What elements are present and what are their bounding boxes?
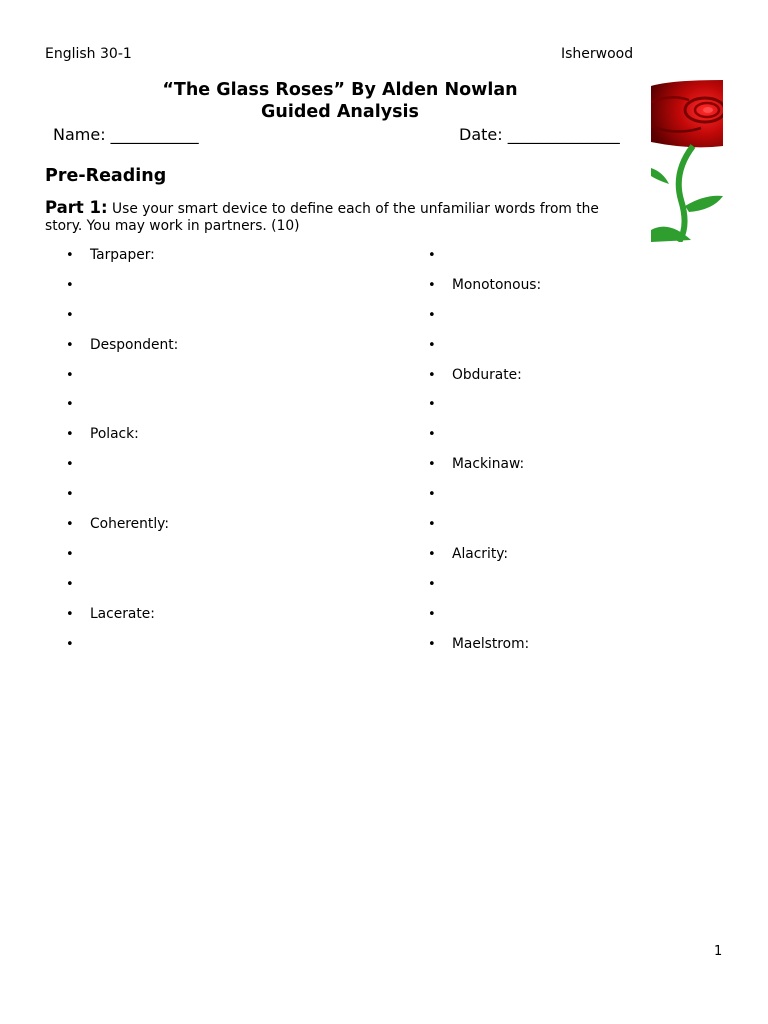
vocab-item <box>428 604 541 634</box>
vocab-word: Monotonous: <box>452 276 542 293</box>
vocab-item <box>66 634 178 664</box>
vocab-word: Coherently: <box>90 516 169 533</box>
rose-stem <box>651 146 723 242</box>
bullet-icon: • <box>66 487 74 503</box>
teacher-name: Isherwood <box>561 46 634 62</box>
vocab-word: Alacrity: <box>452 545 509 562</box>
bullet-icon: • <box>428 606 436 622</box>
vocab-item <box>66 514 178 544</box>
bullet-icon: • <box>66 636 74 652</box>
bullet-icon: • <box>428 367 436 383</box>
vocab-item <box>428 365 541 395</box>
bullet-icon: • <box>66 576 74 592</box>
bullet-icon: • <box>66 307 74 323</box>
vocab-list-left <box>66 245 178 663</box>
part-1-label: Part 1: <box>45 198 108 217</box>
bullet-icon: • <box>428 337 436 353</box>
bullet-icon: • <box>66 397 74 413</box>
vocab-word: Lacerate: <box>90 605 155 622</box>
vocab-item <box>66 574 178 604</box>
vocab-item <box>66 305 178 335</box>
bullet-icon: • <box>428 277 436 293</box>
document-title: “The Glass Roses” By Alden Nowlan <box>162 80 518 100</box>
vocab-item <box>428 634 541 664</box>
vocab-item <box>428 544 541 574</box>
vocab-item <box>66 604 178 634</box>
vocab-item <box>428 484 541 514</box>
vocab-item <box>66 454 178 484</box>
course-name: English 30-1 <box>45 46 132 62</box>
bullet-icon: • <box>428 546 436 562</box>
document-subtitle: Guided Analysis <box>261 102 419 122</box>
vocab-item <box>428 335 541 365</box>
vocab-item <box>428 305 541 335</box>
section-heading-pre-reading: Pre-Reading <box>45 166 167 186</box>
bullet-icon: • <box>428 487 436 503</box>
bullet-icon: • <box>66 457 74 473</box>
bullet-icon: • <box>428 576 436 592</box>
vocab-item <box>66 335 178 365</box>
name-field: Name: ___________ <box>53 125 199 144</box>
vocab-item <box>66 484 178 514</box>
bullet-icon: • <box>428 248 436 263</box>
vocab-item <box>66 394 178 424</box>
vocab-item <box>66 245 178 275</box>
vocab-word: Mackinaw: <box>452 456 525 473</box>
bullet-icon: • <box>428 427 436 443</box>
part-1-text: Use your smart device to define each of the unfamiliar words from the story. You may work in partners. (10) <box>45 201 599 234</box>
bullet-icon: • <box>66 546 74 562</box>
bullet-icon: • <box>66 367 74 383</box>
vocab-item <box>428 514 541 544</box>
vocab-item <box>428 394 541 424</box>
vocab-item <box>66 275 178 305</box>
vocab-word: Polack: <box>90 426 139 443</box>
rose-image <box>651 80 723 242</box>
vocab-word: Tarpaper: <box>90 247 155 263</box>
page-number: 1 <box>714 944 723 959</box>
bullet-icon: • <box>428 457 436 473</box>
vocab-word: Maelstrom: <box>452 635 530 652</box>
rose-bloom <box>651 80 723 147</box>
bullet-icon: • <box>428 307 436 323</box>
vocab-list-right <box>428 245 541 663</box>
vocab-item <box>428 275 541 305</box>
bullet-icon: • <box>66 517 74 533</box>
bullet-icon: • <box>428 397 436 413</box>
vocab-item <box>66 424 178 454</box>
bullet-icon: • <box>66 606 74 622</box>
part-1-instructions <box>45 199 625 235</box>
bullet-icon: • <box>428 636 436 652</box>
vocab-item <box>428 574 541 604</box>
bullet-icon: • <box>66 337 74 353</box>
bullet-icon: • <box>428 517 436 533</box>
vocab-item <box>66 365 178 395</box>
vocab-item <box>428 454 541 484</box>
vocab-word: Despondent: <box>90 336 179 353</box>
bullet-icon: • <box>66 248 74 263</box>
vocab-item <box>428 424 541 454</box>
bullet-icon: • <box>66 427 74 443</box>
bullet-icon: • <box>66 277 74 293</box>
date-field: Date: ______________ <box>459 125 620 144</box>
vocab-word: Obdurate: <box>452 366 522 383</box>
vocab-item <box>66 544 178 574</box>
vocab-item <box>428 245 541 275</box>
